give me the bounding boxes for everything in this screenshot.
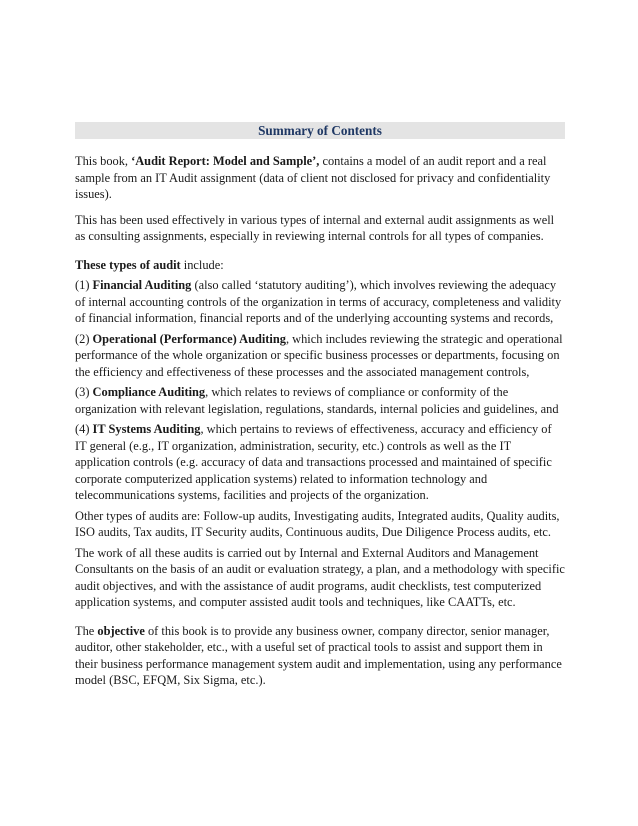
- types-heading: [75, 257, 565, 274]
- types-heading-bold: These types of audit: [75, 257, 181, 272]
- intro-text-cont: contains a model of an audit report and a real sample from an IT Audit assignment (data of client not disclosed for privacy and confidentiality issues).: [75, 154, 551, 201]
- intro-paragraph: [75, 153, 565, 203]
- audit-type-desc: (also called ‘statutory auditing’), which involves reviewing the adequacy of internal accounting controls of the organization in terms of accuracy, completeness and validity of financial information, financial reports and of the underlying accounting systems and records,: [75, 278, 562, 325]
- other-types-paragraph: Other types of audits are: Follow-up audits, Investigating audits, Integrated audits, Quality audits, ISO audits, Tax audits, IT Security audits, Continuous audits, Due Diligence Process audits, etc.: [75, 508, 560, 539]
- audit-type-name: IT Systems Auditing: [92, 422, 201, 436]
- section-title: Summary of Contents: [258, 123, 382, 138]
- audit-type-number: (3): [75, 385, 93, 399]
- audit-type-item: [75, 421, 565, 504]
- section-title-bar: [75, 122, 565, 139]
- document-page: [75, 122, 565, 689]
- objective-pre: The: [75, 623, 98, 638]
- audit-type-item: [75, 277, 565, 327]
- objective-post: of this book is to provide any business owner, company director, senior manager, auditor, other stakeholder, etc., with a useful set of practical tools to assist and support them in their business performance management system audit and implementation, using any performance model (BSC, EFQM, Six Sigma, etc.).: [75, 623, 562, 687]
- audit-type-number: (4): [75, 422, 93, 436]
- intro-text: This book,: [75, 154, 132, 168]
- audit-type-number: (1): [75, 278, 93, 292]
- work-paragraph: The work of all these audits is carried out by Internal and External Auditors and Management Consultants on the basis of an audit or evaluation strategy, a plan, and a methodology with specific audit objectives, and with the assistance of audit programs, audit checklists, test computerized application systems, and computer assisted audit tools and techniques, like CAATTs, etc.: [75, 545, 565, 609]
- types-heading-rest: include:: [180, 257, 224, 272]
- audit-type-name: Operational (Performance) Auditing: [92, 331, 286, 346]
- book-title: ‘Audit Report: Model and Sample’,: [131, 154, 320, 168]
- audit-type-item: [75, 384, 565, 417]
- objective-bold: objective: [97, 623, 145, 638]
- audit-type-name: Compliance Auditing: [92, 385, 206, 399]
- usage-paragraph: This has been used effectively in various types of internal and external audit assignments as well as consulting assignments, especially in reviewing internal controls for all types of companies.: [75, 212, 555, 243]
- audit-type-number: (2): [75, 331, 93, 346]
- audit-type-desc: , which pertains to reviews of effectiveness, accuracy and efficiency of IT general (e.g., IT organization, administration, security, etc.) controls as well as the IT application controls (e.g. accuracy of data and transactions processed and maintained of specific corporate computerized application systems) related to information technology and telecommunications systems, facilities and projects of the organization.: [75, 422, 552, 502]
- audit-type-desc: , which includes reviewing the strategic and operational performance of the whole organization or specific business processes or departments, focusing on the efficiency and effectiveness of these processes and the associated management controls,: [75, 331, 563, 379]
- audit-type-name: Financial Auditing: [92, 278, 192, 292]
- audit-type-desc: , which relates to reviews of compliance or conformity of the organization with relevant legislation, regulations, standards, internal policies and guidelines, and: [75, 385, 559, 416]
- audit-type-item: [75, 331, 565, 381]
- objective-paragraph: [75, 623, 565, 689]
